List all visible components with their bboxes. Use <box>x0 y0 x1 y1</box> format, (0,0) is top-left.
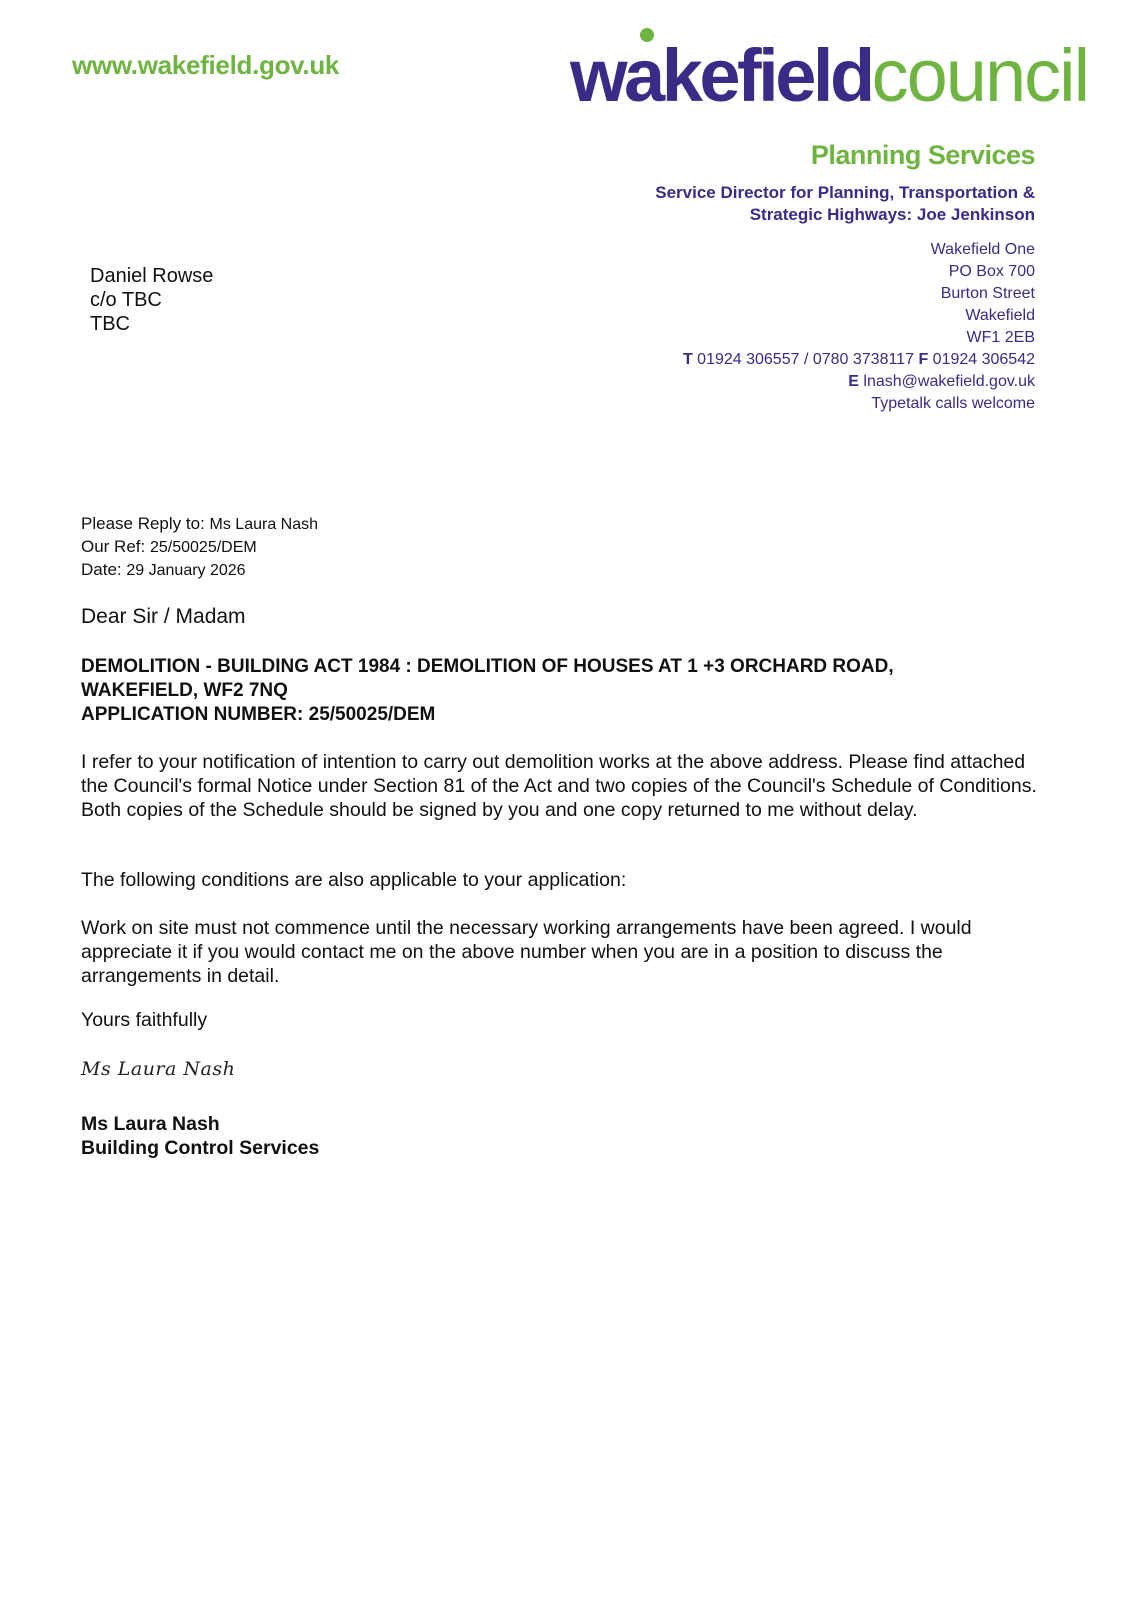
email-label: E <box>848 373 859 390</box>
service-director <box>615 182 1035 226</box>
signer-name: Ms Laura Nash <box>81 1113 220 1135</box>
closing: Yours faithfully <box>81 1009 208 1031</box>
reference-block <box>81 513 318 582</box>
signer-department: Building Control Services <box>81 1137 320 1159</box>
reply-to-line <box>81 513 318 536</box>
fax-number: 01924 306542 <box>932 351 1035 368</box>
contact-email-line <box>615 371 1035 393</box>
council-logo <box>570 28 1089 118</box>
subject-heading <box>81 655 1041 727</box>
director-line-1: Service Director for Planning, Transportation & <box>655 183 1035 202</box>
address-line-2: PO Box 700 <box>948 263 1035 280</box>
address-line-1: Wakefield One <box>930 241 1035 258</box>
fax-label: F <box>918 351 929 368</box>
address-line-5: WF1 2EB <box>966 329 1035 346</box>
contact-phone-line <box>615 349 1035 371</box>
subject-line-3: APPLICATION NUMBER: 25/50025/DEM <box>81 704 436 725</box>
recipient-line-2: c/o TBC <box>90 289 162 311</box>
salutation: Dear Sir / Madam <box>81 605 246 628</box>
body-paragraph-2: The following conditions are also applicable to your application: <box>81 869 627 891</box>
reply-to-value: Ms Laura Nash <box>209 516 319 533</box>
subject-line-1: DEMOLITION - BUILDING ACT 1984 : DEMOLITION OF HOUSES AT 1 +3 ORCHARD ROAD, <box>81 656 894 677</box>
date-label: Date: <box>81 560 122 579</box>
body-paragraph-1: I refer to your notification of intention to carry out demolition works at the above address. Please find attached the Council's formal Notice under Section 81 of the Act and two copies of the Council's Schedule of Conditions. Both copies of the Schedule should be signed by you and one copy returned to me without delay. <box>81 751 1037 821</box>
our-ref-line <box>81 536 318 559</box>
council-address <box>615 239 1035 415</box>
recipient-line-3: TBC <box>90 313 130 335</box>
logo-wakefield: wakefield <box>570 34 872 117</box>
typetalk-note: Typetalk calls welcome <box>871 395 1035 412</box>
body-paragraph-3: Work on site must not commence until the necessary working arrangements have been agreed. I would appreciate it if you would contact me on the above number when you are in a position to discuss the arrangements in detail. <box>81 917 972 987</box>
department-title: Planning Services <box>810 140 1035 170</box>
tel-number: 01924 306557 / 0780 3738117 <box>697 351 914 368</box>
tel-label: T <box>682 351 693 368</box>
logo-council: council <box>871 34 1089 117</box>
recipient-name: Daniel Rowse <box>90 265 214 287</box>
email-address[interactable]: lnash@wakefield.gov.uk <box>863 373 1035 390</box>
our-ref-value: 25/50025/DEM <box>149 539 257 556</box>
director-line-2: Strategic Highways: Joe Jenkinson <box>749 205 1035 224</box>
handwritten-signature: Ms Laura Nash <box>81 1058 236 1080</box>
our-ref-label: Our Ref: <box>81 537 146 556</box>
address-line-4: Wakefield <box>965 307 1035 324</box>
address-line-3: Burton Street <box>940 285 1035 302</box>
date-line <box>81 559 318 582</box>
reply-to-label: Please Reply to: <box>81 514 205 533</box>
date-value: 29 January 2026 <box>126 562 246 579</box>
council-website[interactable]: www.wakefield.gov.uk <box>72 50 340 80</box>
recipient-address <box>90 264 213 336</box>
signer-block <box>81 1112 319 1160</box>
subject-line-2: WAKEFIELD, WF2 7NQ <box>81 680 288 701</box>
